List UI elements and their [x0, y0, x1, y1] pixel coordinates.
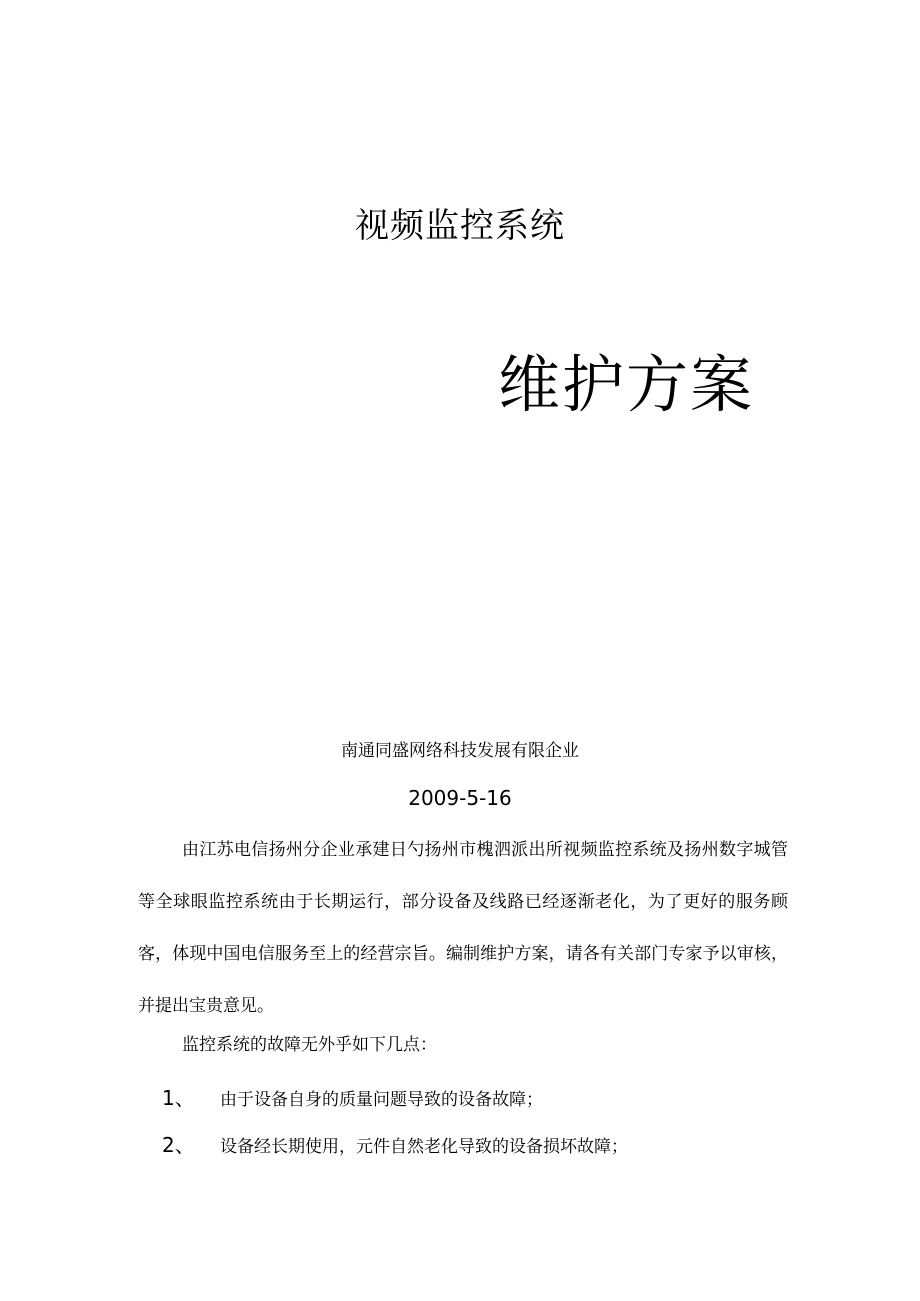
fault-intro: 监控系统的故障无外乎如下几点：	[182, 1035, 437, 1055]
list-item-number: 1、	[162, 1086, 195, 1110]
list-item	[162, 1129, 628, 1158]
list-item-text: 设备经长期使用，元件自然老化导致的设备损坏故障；	[220, 1137, 628, 1157]
document-title-line1: 视频监控系统	[355, 206, 565, 246]
list-item	[162, 1082, 543, 1111]
body-paragraph: 由江苏电信扬州分企业承建日勺扬州市槐泗派出所视频监控系统及扬州数字城管等全球眼监控系统由于长期运行，部分设备及线路已经逐渐老化，为了更好的服务顾客，体现中国电信服务至上的经营宗旨。编制维护方案，请各有关部门专家予以审核，并提出宝贵意见。	[138, 840, 788, 1016]
company-name: 南通同盛网络科技发展有限企业	[341, 741, 579, 761]
document-date: 2009-5-16	[408, 786, 512, 810]
document-title-line2: 维护方案	[498, 348, 755, 421]
list-item-number: 2、	[162, 1133, 195, 1157]
list-item-text: 由于设备自身的质量问题导致的设备故障；	[220, 1090, 543, 1110]
